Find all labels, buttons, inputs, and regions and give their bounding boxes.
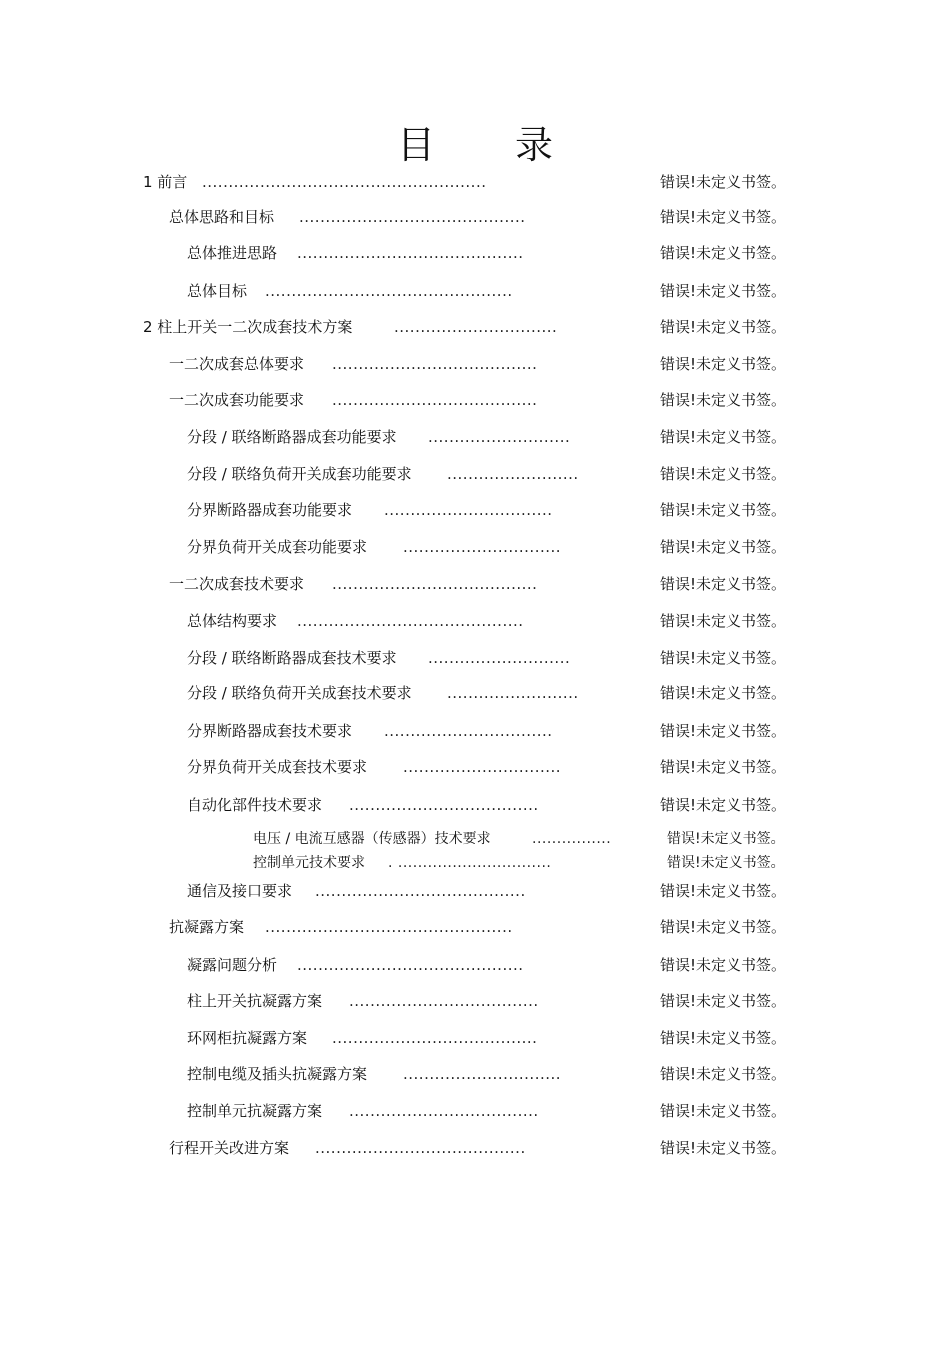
toc-entry[interactable] [0, 1026, 950, 1050]
toc-entry-page-ref: 错误!未定义书签。 [660, 318, 787, 336]
toc-entry-label: 一二次成套功能要求 [169, 391, 305, 409]
toc-entry-leader-dots: .................................... [349, 1102, 539, 1120]
toc-entry-page-ref: 错误!未定义书签。 [660, 796, 787, 814]
toc-entry[interactable] [0, 241, 950, 265]
toc-entry-leader-dots: . ............................... [388, 855, 552, 871]
toc-entry-leader-dots: ................................ [384, 501, 553, 519]
toc-entry[interactable] [0, 352, 950, 376]
toc-entry-label: 分界负荷开关成套技术要求 [187, 758, 368, 776]
toc-entry[interactable] [0, 827, 950, 851]
toc-entry-page-ref: 错误!未定义书签。 [660, 355, 787, 373]
toc-entry[interactable] [0, 1099, 950, 1123]
toc-entry-label: 分段 / 联络断路器成套技术要求 [187, 649, 397, 667]
toc-entry-page-ref: 错误!未定义书签。 [667, 855, 785, 871]
toc-entry[interactable] [0, 1062, 950, 1086]
toc-entry-leader-dots: .................................... [349, 796, 539, 814]
toc-entry-leader-dots: ................ [532, 831, 612, 847]
toc-entry-page-ref: 错误!未定义书签。 [660, 1029, 787, 1047]
toc-entry-leader-dots: ......................... [447, 465, 579, 483]
toc-entry-page-ref: 错误!未定义书签。 [660, 1102, 787, 1120]
toc-entry[interactable] [0, 205, 950, 229]
toc-entry-page-ref: 错误!未定义书签。 [660, 1065, 787, 1083]
toc-entry-page-ref: 错误!未定义书签。 [660, 428, 787, 446]
toc-entry[interactable] [0, 315, 950, 339]
toc-entry-leader-dots: ........................... [428, 428, 571, 446]
toc-entry[interactable] [0, 170, 950, 194]
page-title: 目 录 [396, 123, 588, 167]
toc-entry-label: 凝露问题分析 [187, 956, 278, 974]
toc-entry[interactable] [0, 572, 950, 596]
toc-entry-leader-dots: ............................................... [265, 282, 513, 300]
toc-entry-leader-dots: .............................. [403, 538, 562, 556]
toc-entry-label: 分界负荷开关成套功能要求 [187, 538, 368, 556]
toc-entry-label: 抗凝露方案 [169, 918, 245, 936]
toc-entry[interactable] [0, 646, 950, 670]
toc-entry-leader-dots: ........................................... [297, 244, 524, 262]
toc-entry-label: 电压 / 电流互感器（传感器）技术要求 [253, 831, 491, 847]
toc-entry[interactable] [0, 609, 950, 633]
toc-entry-page-ref: 错误!未定义书签。 [660, 391, 787, 409]
toc-entry[interactable] [0, 1136, 950, 1160]
toc-entry-page-ref: 错误!未定义书签。 [660, 684, 787, 702]
toc-entry[interactable] [0, 793, 950, 817]
toc-entry-label: 2 柱上开关一二次成套技术方案 [143, 318, 353, 336]
toc-entry-leader-dots: ....................................... [332, 1029, 538, 1047]
toc-entry-leader-dots: ...................................................... [202, 173, 487, 191]
toc-entry[interactable] [0, 498, 950, 522]
toc-entry-page-ref: 错误!未定义书签。 [660, 649, 787, 667]
toc-entry[interactable] [0, 462, 950, 486]
toc-entry-leader-dots: .............................. [403, 1065, 562, 1083]
toc-entry-label: 控制单元技术要求 [253, 855, 365, 871]
toc-entry-page-ref: 错误!未定义书签。 [660, 612, 787, 630]
toc-entry-leader-dots: ............................................... [265, 918, 513, 936]
toc-entry-label: 行程开关改进方案 [169, 1139, 290, 1157]
toc-entry-label: 分界断路器成套功能要求 [187, 501, 353, 519]
toc-entry[interactable] [0, 879, 950, 903]
toc-entry-page-ref: 错误!未定义书签。 [660, 244, 787, 262]
toc-entry-leader-dots: ........................... [428, 649, 571, 667]
toc-entry-leader-dots: ............................... [394, 318, 558, 336]
toc-entry-label: 分段 / 联络断路器成套功能要求 [187, 428, 397, 446]
toc-entry-page-ref: 错误!未定义书签。 [660, 282, 787, 300]
toc-entry-label: 自动化部件技术要求 [187, 796, 323, 814]
toc-entry[interactable] [0, 719, 950, 743]
toc-entry-label: 1 前言 [143, 173, 188, 191]
toc-entry[interactable] [0, 989, 950, 1013]
toc-entry-page-ref: 错误!未定义书签。 [660, 575, 787, 593]
toc-entry-page-ref: 错误!未定义书签。 [660, 538, 787, 556]
toc-entry-leader-dots: ....................................... [332, 575, 538, 593]
toc-entry-leader-dots: ........................................ [315, 1139, 526, 1157]
toc-entry-leader-dots: ......................... [447, 684, 579, 702]
toc-entry-page-ref: 错误!未定义书签。 [660, 501, 787, 519]
toc-entry-leader-dots: ........................................... [299, 208, 526, 226]
toc-entry-page-ref: 错误!未定义书签。 [660, 722, 787, 740]
toc-entry[interactable] [0, 535, 950, 559]
toc-entry-label: 通信及接口要求 [187, 882, 293, 900]
toc-entry-page-ref: 错误!未定义书签。 [660, 173, 787, 191]
toc-entry-leader-dots: ........................................... [297, 956, 524, 974]
toc-entry-leader-dots: .............................. [403, 758, 562, 776]
toc-entry-label: 总体目标 [187, 282, 248, 300]
toc-entry-leader-dots: .................................... [349, 992, 539, 1010]
toc-entry-label: 控制单元抗凝露方案 [187, 1102, 323, 1120]
toc-entry-page-ref: 错误!未定义书签。 [660, 918, 787, 936]
toc-entry-label: 总体思路和目标 [169, 208, 275, 226]
toc-entry[interactable] [0, 851, 950, 875]
toc-entry-label: 一二次成套技术要求 [169, 575, 305, 593]
toc-entry-leader-dots: ........................................... [297, 612, 524, 630]
toc-entry-page-ref: 错误!未定义书签。 [660, 465, 787, 483]
toc-entry-page-ref: 错误!未定义书签。 [660, 1139, 787, 1157]
toc-entry-page-ref: 错误!未定义书签。 [660, 208, 787, 226]
toc-entry-leader-dots: ................................ [384, 722, 553, 740]
toc-entry-label: 总体结构要求 [187, 612, 278, 630]
toc-entry-page-ref: 错误!未定义书签。 [660, 956, 787, 974]
toc-entry-page-ref: 错误!未定义书签。 [660, 758, 787, 776]
toc-entry-label: 分段 / 联络负荷开关成套功能要求 [187, 465, 412, 483]
toc-entry-page-ref: 错误!未定义书签。 [660, 992, 787, 1010]
toc-entry-label: 环网柜抗凝露方案 [187, 1029, 308, 1047]
toc-entry[interactable] [0, 388, 950, 412]
toc-entry-label: 控制电缆及插头抗凝露方案 [187, 1065, 368, 1083]
toc-entry-label: 总体推进思路 [187, 244, 278, 262]
toc-entry-label: 一二次成套总体要求 [169, 355, 305, 373]
toc-entry-page-ref: 错误!未定义书签。 [660, 882, 787, 900]
toc-entry-leader-dots: ....................................... [332, 391, 538, 409]
toc-entry[interactable] [0, 681, 950, 705]
toc-entry[interactable] [0, 953, 950, 977]
toc-entry-leader-dots: ........................................ [315, 882, 526, 900]
toc-entry[interactable] [0, 755, 950, 779]
toc-entry[interactable] [0, 915, 950, 939]
toc-entry[interactable] [0, 425, 950, 449]
toc-entry-label: 分段 / 联络负荷开关成套技术要求 [187, 684, 412, 702]
toc-entry-label: 柱上开关抗凝露方案 [187, 992, 323, 1010]
toc-entry-leader-dots: ....................................... [332, 355, 538, 373]
toc-entry-page-ref: 错误!未定义书签。 [667, 831, 785, 847]
toc-entry[interactable] [0, 279, 950, 303]
toc-entry-label: 分界断路器成套技术要求 [187, 722, 353, 740]
